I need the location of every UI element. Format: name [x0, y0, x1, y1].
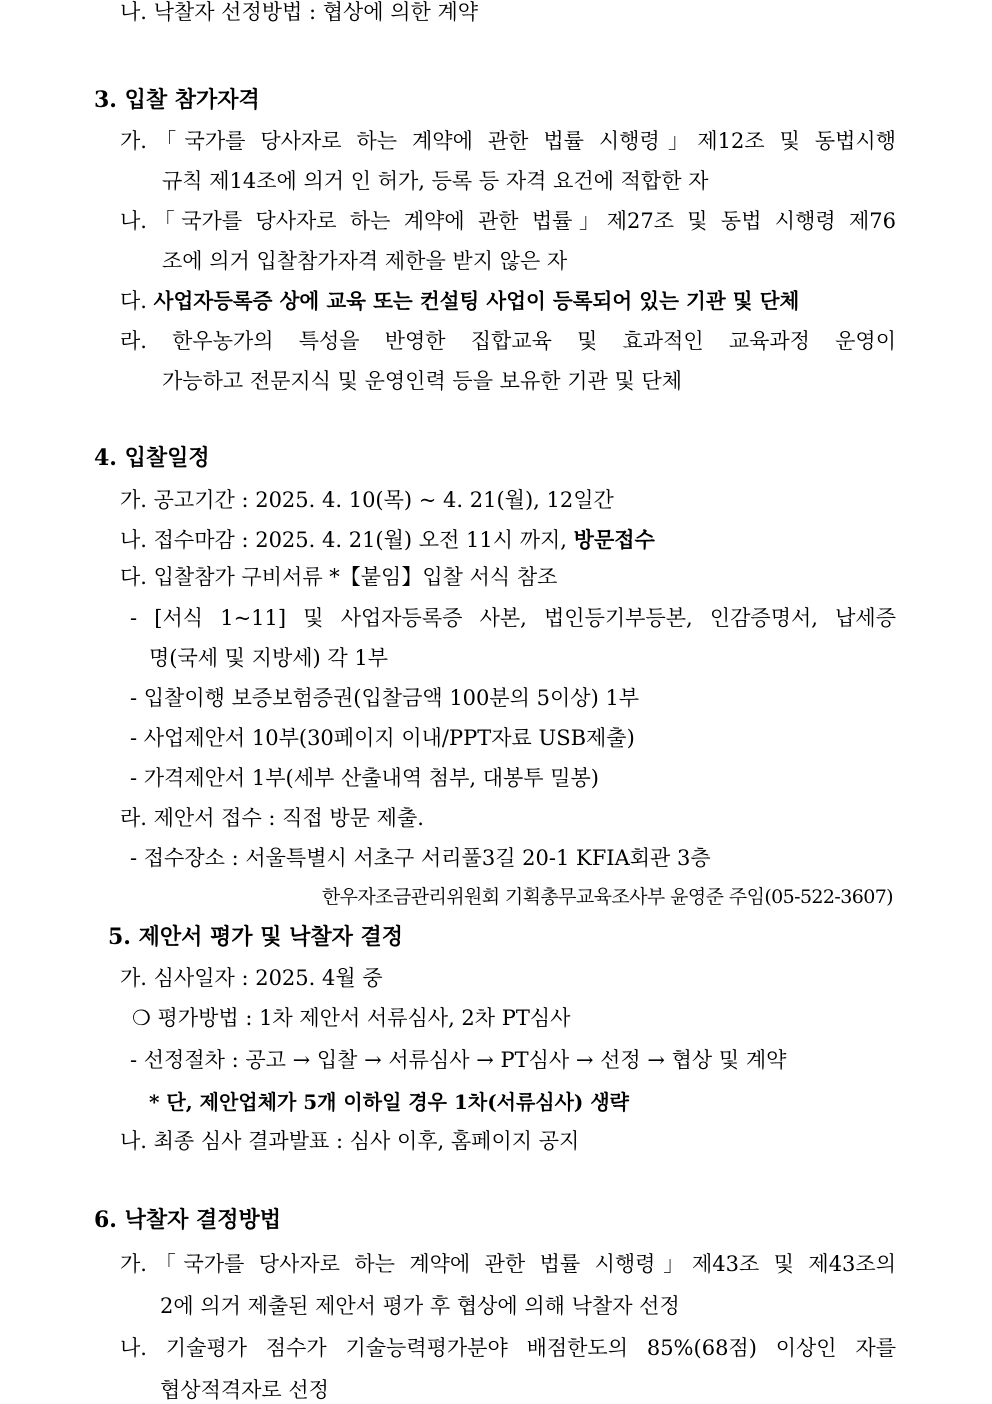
s6-item-ga-line2: 2에 의거 제출된 제안서 평가 후 협상에 의해 낙찰자 선정	[160, 1294, 680, 1318]
s4-item-na-bold: 방문접수	[573, 527, 655, 552]
s3-item-ra-line2: 가능하고 전문지식 및 운영인력 등을 보유한 기관 및 단체	[162, 369, 682, 393]
s4-item-ra: 라. 제안서 접수 : 직접 방문 제출.	[120, 806, 424, 830]
s4-doc-item4: - 가격제안서 1부(세부 산출내역 첨부, 대봉투 밀봉)	[130, 766, 600, 790]
s4-item-da: 다. 입찰참가 구비서류 *【붙임】입찰 서식 참조	[120, 565, 558, 589]
s4-doc-item3: - 사업제안서 10부(30페이지 이내/PPT자료 USB제출)	[130, 726, 635, 750]
s5-eval-method: ❍ 평가방법 : 1차 제안서 서류심사, 2차 PT심사	[132, 1006, 571, 1030]
s3-item-ra-line1: 라. 한우농가의 특성을 반영한 집합교육 및 효과적인 교육과정 운영이	[120, 329, 896, 353]
s5-note: * 단, 제안업체가 5개 이하일 경우 1차(서류심사) 생략	[149, 1090, 629, 1114]
section-3-heading: 3. 입찰 참가자격	[94, 87, 260, 113]
s3-item-da-prefix: 다.	[120, 289, 147, 313]
s4-doc-item2: - 입찰이행 보증보험증권(입찰금액 100분의 5이상) 1부	[130, 686, 640, 710]
s3-item-ga-line1: 가.「국가를 당사자로 하는 계약에 관한 법률 시행령」제12조 및 동법시행	[120, 129, 896, 153]
s6-item-na-line1: 나. 기술평가 점수가 기술능력평가분야 배점한도의 85%(68점) 이상인 자를	[120, 1336, 896, 1360]
s4-item-na	[120, 526, 655, 554]
s3-item-ga-line2: 규칙 제14조에 의거 인 허가, 등록 등 자격 요건에 적합한 자	[162, 169, 709, 193]
s4-contact: 한우자조금관리위원회 기획총무교육조사부 윤영준 주임(05-522-3607)	[321, 886, 893, 908]
s6-item-na-line2: 협상적격자로 선정	[160, 1378, 329, 1402]
s5-item-na: 나. 최종 심사 결과발표 : 심사 이후, 홈페이지 공지	[120, 1129, 580, 1153]
s5-item-ga: 가. 심사일자 : 2025. 4월 중	[120, 966, 383, 990]
s4-submit-place: - 접수장소 : 서울특별시 서초구 서리풀3길 20-1 KFIA회관 3층	[130, 846, 711, 870]
s3-item-da	[120, 287, 799, 315]
s4-item-ga: 가. 공고기간 : 2025. 4. 10(목) ~ 4. 21(월), 12일간	[120, 488, 614, 512]
s3-item-da-bold-text: 사업자등록증 상에 교육 또는 컨설팅 사업이 등록되어 있는 기관 및 단체	[153, 289, 800, 313]
s4-doc-item1-line2: 명(국세 및 지방세) 각 1부	[149, 646, 389, 670]
s3-item-na-line2: 조에 의거 입찰참가자격 제한을 받지 않은 자	[162, 249, 568, 273]
s6-item-ga-line1: 가.「국가를 당사자로 하는 계약에 관한 법률 시행령」제43조 및 제43조의	[120, 1252, 896, 1276]
section-6-heading: 6. 낙찰자 결정방법	[94, 1207, 282, 1233]
section-4-heading: 4. 입찰일정	[94, 445, 210, 471]
s5-procedure: - 선정절차 : 공고 → 입찰 → 서류심사 → PT심사 → 선정 → 협상 및 계약	[130, 1048, 787, 1072]
s4-doc-item1-line1: - [서식 1~11] 및 사업자등록증 사본, 법인등기부등본, 인감증명서, 납세증	[130, 606, 896, 630]
intro-line: 나. 낙찰자 선정방법 : 협상에 의한 계약	[120, 0, 479, 24]
s4-item-na-text: 나. 접수마감 : 2025. 4. 21(월) 오전 11시 까지,	[120, 528, 567, 552]
s3-item-na-line1: 나.「국가를 당사자로 하는 계약에 관한 법률」제27조 및 동법 시행령 제76	[120, 209, 896, 233]
section-5-heading: 5. 제안서 평가 및 낙찰자 결정	[108, 924, 404, 950]
